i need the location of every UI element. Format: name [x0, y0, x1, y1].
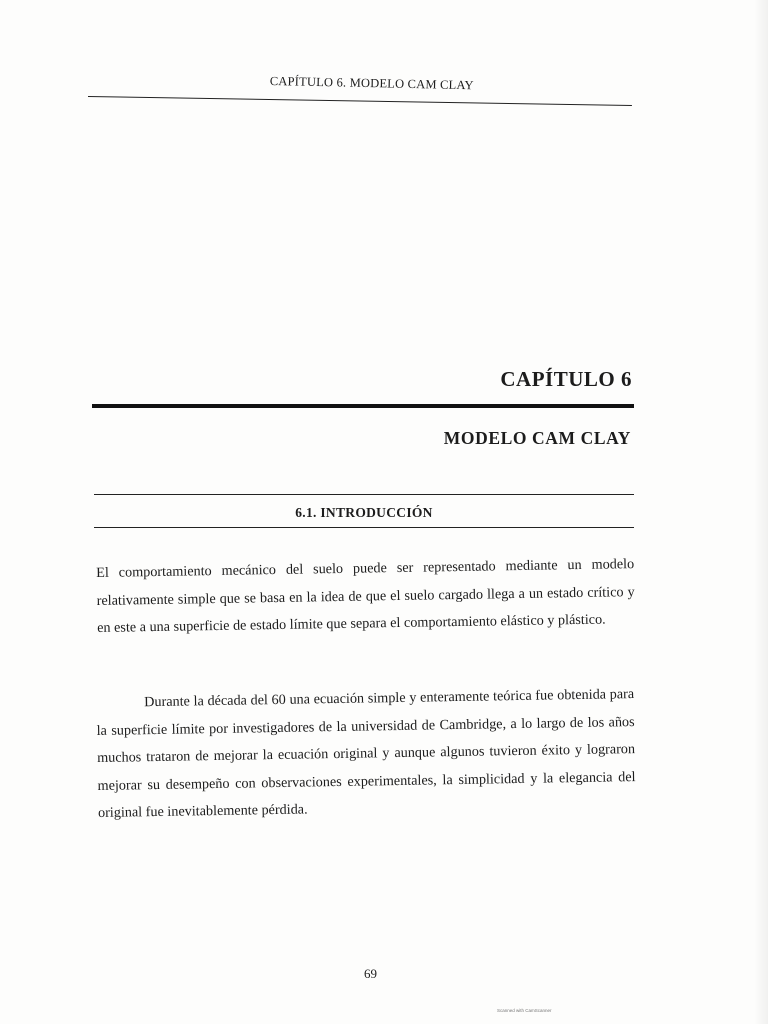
body-paragraph: Durante la década del 60 una ecuación simple y enteramente teórica fue obtenida para la superficie límite por investigadores de la universidad de Cambridge, a lo largo de los años muchos trataron de mejorar la ecuación original y aunque algunos tuvieron éxito y lograron mejorar su desempeño con observaciones experimentales, la simplicidad y la elegancia del original fue inevitablemente pérdida. [96, 686, 636, 821]
page-edge-shadow [754, 0, 768, 1024]
page-number: 69 [364, 966, 377, 981]
section-rule-top [94, 494, 634, 495]
chapter-label: CAPÍTULO 6 [500, 367, 632, 391]
body-paragraph: El comportamiento mecánico del suelo puede ser representado mediante un modelo relativamente simple que se basa en la idea de que el suelo cargado llega a un estado crítico y en este a una superficie de estado límite que separa el comportamiento elástico y plástico. [96, 556, 635, 636]
chapter-rule [92, 404, 634, 408]
section-heading: 6.1. INTRODUCCIÓN [295, 505, 433, 520]
section-rule-bottom [94, 527, 634, 528]
scanner-watermark: Scanned with CamScanner [497, 1008, 552, 1013]
running-head: CAPÍTULO 6. MODELO CAM CLAY [269, 74, 474, 93]
chapter-title: MODELO CAM CLAY [443, 428, 631, 448]
header-rule [88, 96, 632, 106]
